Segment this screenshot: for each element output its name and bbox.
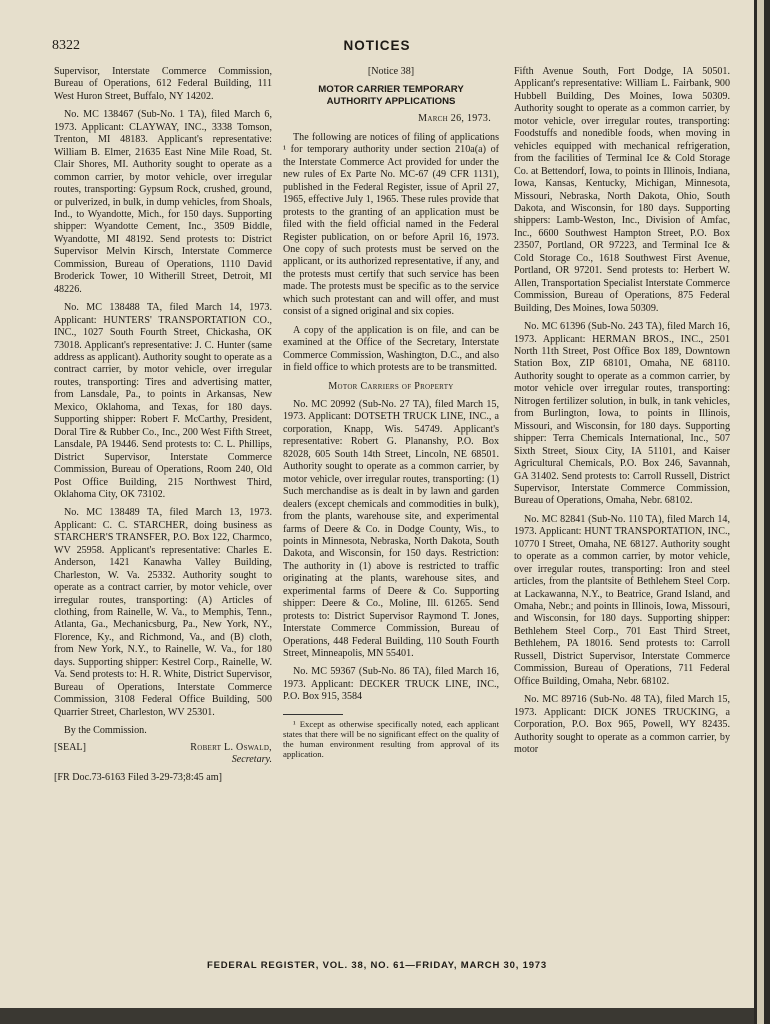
notice-date: March 26, 1973.: [418, 113, 491, 125]
page-number: 8322: [52, 38, 80, 53]
page-footer: FEDERAL REGISTER, VOL. 38, NO. 61—FRIDAY, MARCH 30, 1973: [207, 960, 547, 971]
column-middle: [283, 66, 499, 760]
notice-number: [Notice 38]: [367, 66, 415, 77]
page-header: NOTICES: [343, 38, 411, 53]
column-left: [54, 66, 272, 785]
paragraph: No. MC 61396 (Sub-No. 243 TA), filed March 16, 1973. Applicant: HERMAN BROS., INC., 2501 North 11th Street, Post Office Box 189, Downtown Station Box, ZIP 68101, Omaha, NE 68110. Authority sought to operate as a common carrier, by motor vehicle over irregular routes, transporting: Nitrogen fertilizer solution, in bulk, in tank vehicles, from Burlington, Iowa, to points in Illinois, Missouri, and Wisconsin, for 180 days. Supporting shipper: Terra Chemicals International, Inc., 507 Sixth Street, Sioux City, IA 51101, and Kaiser Agricultural Chemicals, P.O. Box 246, Savannah, GA 31402. Send protests to: Carroll Russell, District Supervisor, Interstate Commerce Commission, Bureau of Operations, Omaha, Nebr. 68102.: [514, 321, 730, 507]
paragraph: A copy of the application is on file, and can be examined at the Office of the Secretary, Interstate Commerce Commission, Washington, D.C., and also in field office to which protests are to be transmitted.: [283, 324, 499, 374]
footnote: ¹ Except as otherwise specifically noted, each applicant states that there will be no significant effect on the quality of the human environment resulting from approval of its application.: [283, 718, 499, 760]
paragraph: Supervisor, Interstate Commerce Commission, Bureau of Operations, 612 Federal Building, 111 West Huron Street, Buffalo, NY 14202.: [54, 66, 272, 102]
column-right: [514, 66, 730, 756]
fr-doc-line: [FR Doc.73-6163 Filed 3-29-73;8:45 am]: [54, 772, 222, 784]
paragraph: No. MC 138489 TA, filed March 13, 1973. Applicant: C. C. STARCHER, doing business as STARCHER'S TRANSFER, P.O. Box 122, Charmco, WV 25958. Applicant's representative: Charles E. Anderson, 1421 Kanawha Valley Building, Charleston, W. Va. 25332. Authority sought to operate as a contract carrier, by motor vehicle, over irregular routes, transporting: (A) Articles of clothing, from Rainelle, W. Va., to Memphis, Tenn., Atlanta, Ga., Mechanicsburg, Pa., New York, NY., Florence, Ky., and Richmond, Va., and (B) cloth, from New York, N.Y., to Rainelle, W. Va., for 180 days. Supporting shipper: Kestrel Corp., Rainelle, W. Va. Send protests to: H. R. White, District Supervisor, Bureau of Operations, Interstate Commerce Commission, 3108 Federal Office Building, 500 Quarrier Street, Charleston, WV 25301.: [54, 507, 272, 718]
paragraph: No. MC 20992 (Sub-No. 27 TA), filed March 15, 1973. Applicant: DOTSETH TRUCK LINE, INC., a corporation, Knapp, Wis. 54749. Applicant's representative: Robert G. Plananshy, P.O. Box 82028, 605 South 14th Street, Lincoln, NE 68501. Authority sought to operate as a common carrier, by motor vehicle, over irregular routes, transporting: (1) Such merchandise as is dealt in by lawn and garden dealers (except chemicals and commodities in bulk), from the plants, warehouse site, and experimental farms of Deere & Co. in Dodge County, Wis., to points in Minnesota, Nebraska, North Dakota, South Dakota, and Wisconsin, for 150 days. Restriction: The authority in (1) above is restricted to traffic originating at the plants, warehouse sites, and experimental farms of Deere & Co. Supporting shipper: Deere & Co., Moline, Ill. 61265. Send protests to: District Supervisor Raymond T. Jones, Interstate Commerce Commission, Bureau of Operations, 448 Federal Building, 110 South Fourth Street, Minneapolis, MN 55401.: [283, 398, 499, 660]
paragraph: No. MC 82841 (Sub-No. 110 TA), filed March 14, 1973. Applicant: HUNT TRANSPORTATION, INC., 10770 I Street, Omaha, NE 68127. Authority sought to operate as a common carrier, by motor vehicle, over irregular routes, transporting: Iron and steel articles, from the plantsite of Bethlehem Steel Corp. at Lackawanna, N.Y., to Beatrice, Grand Island, and Omaha, Nebr.; and points in Illinois, Iowa, Missouri, and Wisconsin, for 180 days. Supporting shipper: Bethlehem Steel Corp., 701 East Third Street, Bethlehem, PA 18016. Send protests to: Carroll Russell, District Supervisor, Interstate Commerce Commission, Bureau of Operations, 711 Federal Office Building, Omaha, Nebr. 68102.: [514, 513, 730, 687]
paragraph: No. MC 89716 (Sub-No. 48 TA), filed March 15, 1973. Applicant: DICK JONES TRUCKING, a Corporation, P.O. Box 965, Powell, WY 82435. Authority sought to operate as a common carrier, by motor: [514, 694, 730, 756]
signature-block: [54, 742, 272, 767]
section-heading: Motor Carriers of Property: [328, 380, 454, 392]
paragraph: Fifth Avenue South, Fort Dodge, IA 50501. Applicant's representative: William L. Fairbank, 900 Hubbell Building, Des Moines, Iowa 50309. Authority sought to operate as a common carrier, by motor vehicle, over irregular routes, transporting: Foodstuffs and nonedible foods, when moving in vehicles equipped with mechanical refrigeration, from the facilities of Terminal Ice & Cold Storage Co. at Bettendorf, Iowa, to points in Illinois, Indiana, Iowa, Kansas, Kentucky, Michigan, Minnesota, Missouri, Nebraska, North Dakota, Ohio, South Dakota, and Wisconsin, for 180 days. Supporting shippers: Lamb-Weston, Inc., Division of Amfac, Inc., 6600 Southwest Hampton Street, P.O. Box 23507, Portland, OR 97223, and Terminal Ice & Cold Storage Co., 1618 Southwest First Avenue, Portland, OR 97201. Send protests to: Herbert W. Allen, Transportation Specialist Interstate Commerce Commission, Bureau of Operations, 875 Federal Building, Des Moines, Iowa 50309.: [514, 66, 730, 314]
signer-title: Secretary.: [231, 754, 272, 766]
intro-paragraph: The following are notices of filing of applications ¹ for temporary authority under section 210a(a) of the Interstate Commerce Act provided for under the new rules of Ex Parte No. MC-67 (49 CFR 1131), published in the Federal Register, issue of April 27, 1965, effective July 1, 1965. These rules provide that protests to the granting of an application must be filed with the field official named in the Federal Register publication, on or before April 16, 1973. One copy of such protests must be served on the applicant, or its authorized representative, if any, and the protests must certify that such service has been made. The protests must be specific as to the service which such protestant can and will offer, and must consist of a signed original and six copies.: [283, 131, 499, 318]
paragraph: By the Commission.: [64, 725, 147, 737]
paragraph: No. MC 138467 (Sub-No. 1 TA), filed March 6, 1973. Applicant: CLAYWAY, INC., 3338 Tomson, Trenton, MI 48183. Applicant's representative: William B. Elmer, 21635 East Nine Mile Road, St. Clair Shores, MI. Authority sought to operate as a common carrier, by motor vehicle, over irregular routes, transporting: Gypsum Rock, crushed, ground, or pulverized, in bulk, in dump vehicles, from Shoals, Ind., to Wyandotte, Mich., for 150 days. Supporting shipper: Wyandotte Cement, Inc., 3509 Biddle, Wyandotte, MI 48192. Send protests to: District Supervisor Melvin Kirsch, Interstate Commerce Commission, Bureau of Operations, 1110 David Broderick Tower, 10 Witherill Street, Detroit, MI 48226.: [54, 109, 272, 295]
signer-name: Robert L. Oswald,: [190, 741, 272, 753]
notice-title: MOTOR CARRIER TEMPORARY AUTHORITY APPLICATIONS: [318, 84, 464, 107]
next-page-edge: [757, 0, 764, 1024]
paragraph: No. MC 138488 TA, filed March 14, 1973. Applicant: HUNTERS' TRANSPORTATION CO., INC., 1027 South Fourth Street, Chickasha, OK 73018. Applicant's representative: J. C. Hunter (same address as applicant). Authority sought to operate as a contract carrier, by motor vehicle, over irregular routes, transporting: Tires and advertising matter, from Lansdale, Pa., to points in Arkansas, New Mexico, Oklahoma, and Texas, for 180 days. Supporting shipper: Robert F. McCarthy, President, Doral Tire & Rubber Co., Inc., 200 West Fifth Street, Lansdale, PA 19446. Send protests to: C. L. Phillips, District Supervisor, Interstate Commerce Commission, Bureau of Operations, Room 240, Old Post Office Building, 215 Northwest Third, Oklahoma City, OK 73102.: [54, 302, 272, 500]
seal-label: [SEAL]: [54, 741, 86, 753]
paragraph: No. MC 59367 (Sub-No. 86 TA), filed March 16, 1973. Applicant: DECKER TRUCK LINE, INC., P.O. Box 915, 3584: [283, 666, 499, 703]
footnote-divider: [283, 714, 343, 715]
